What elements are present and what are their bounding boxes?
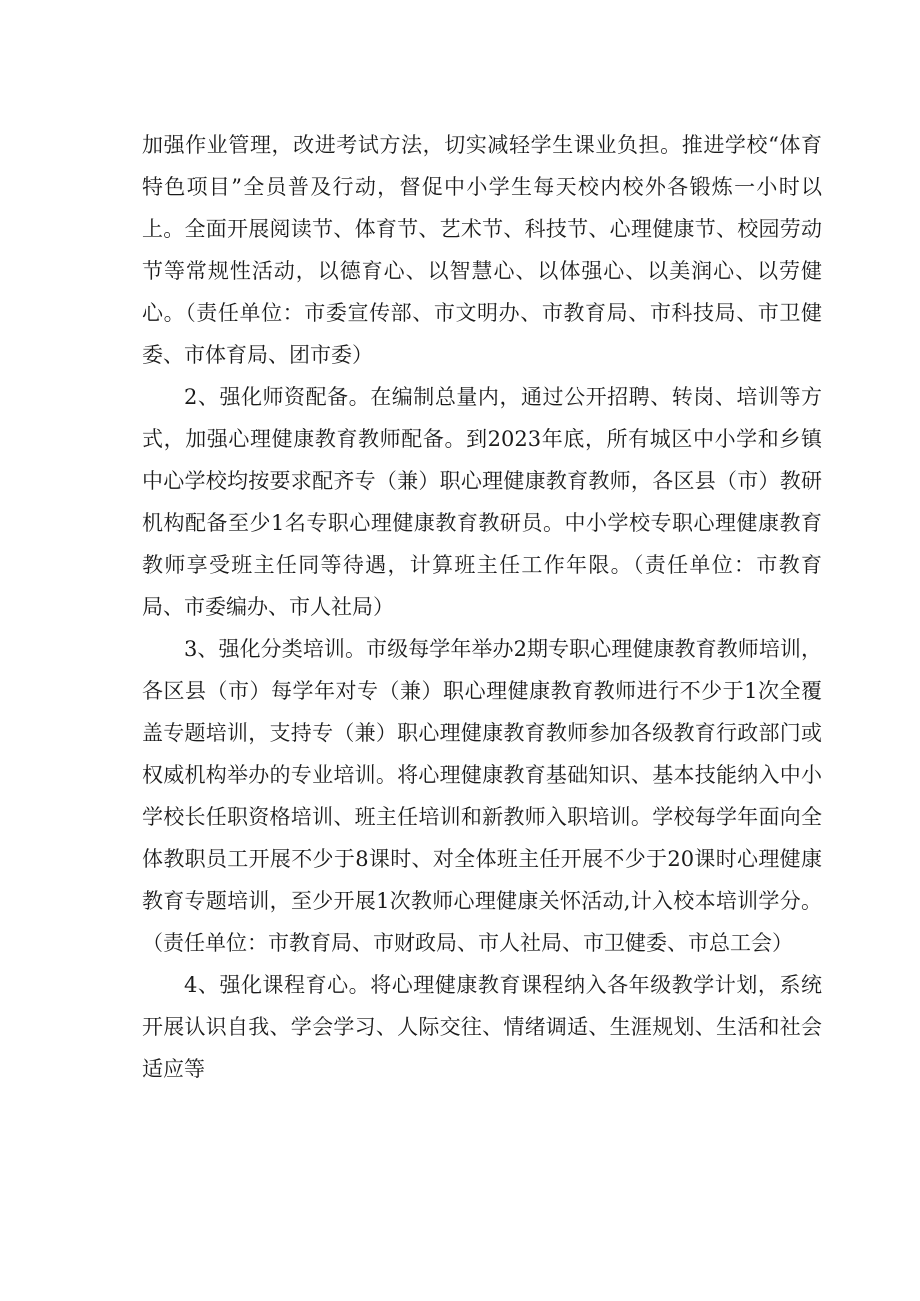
paragraph-classified-training: 3、强化分类培训。市级每学年举办2期专职心理健康教育教师培训，各区县（市）每学年对专（兼）职心理健康教育教师进行不少于1次全覆盖专题培训，支持专（兼）职心理健康教育教师参加各级教育行政部门或权威机构举办的专业培训。将心理健康教育基础知识、基本技能纳入中小学校长任职资格培训、班主任培训和新教师入职培训。学校每学年面向全体教职员工开展不少于8课时、对全体班主任开展不少于20课时心理健康教育专题培训，至少开展1次教师心理健康关怀活动,计入校本培训学分。（责任单位：市教育局、市财政局、市人社局、市卫健委、市总工会）	[142, 637, 822, 955]
paragraph-curriculum: 4、强化课程育心。将心理健康教育课程纳入各年级教学计划，系统开展认识自我、学会学习、人际交往、情绪调适、生涯规划、生活和社会适应等	[142, 973, 822, 1081]
paragraph-teacher-staffing: 2、强化师资配备。在编制总量内，通过公开招聘、转岗、培训等方式，加强心理健康教育教师配备。到2023年底，所有城区中小学和乡镇中心学校均按要求配齐专（兼）职心理健康教育教师，各区县（市）教研机构配备至少1名专职心理健康教育教研员。中小学校专职心理健康教育教师享受班主任同等待遇，计算班主任工作年限。（责任单位：市教育局、市委编办、市人社局）	[142, 385, 822, 619]
paragraph-continued: 加强作业管理，改进考试方法，切实减轻学生课业负担。推进学校“体育特色项目”全员普及行动，督促中小学生每天校内校外各锻炼一小时以上。全面开展阅读节、体育节、艺术节、科技节、心理健康节、校园劳动节等常规性活动，以德育心、以智慧心、以体强心、以美润心、以劳健心。（责任单位：市委宣传部、市文明办、市教育局、市科技局、市卫健委、市体育局、团市委）	[142, 133, 822, 367]
document-body	[142, 124, 822, 1090]
